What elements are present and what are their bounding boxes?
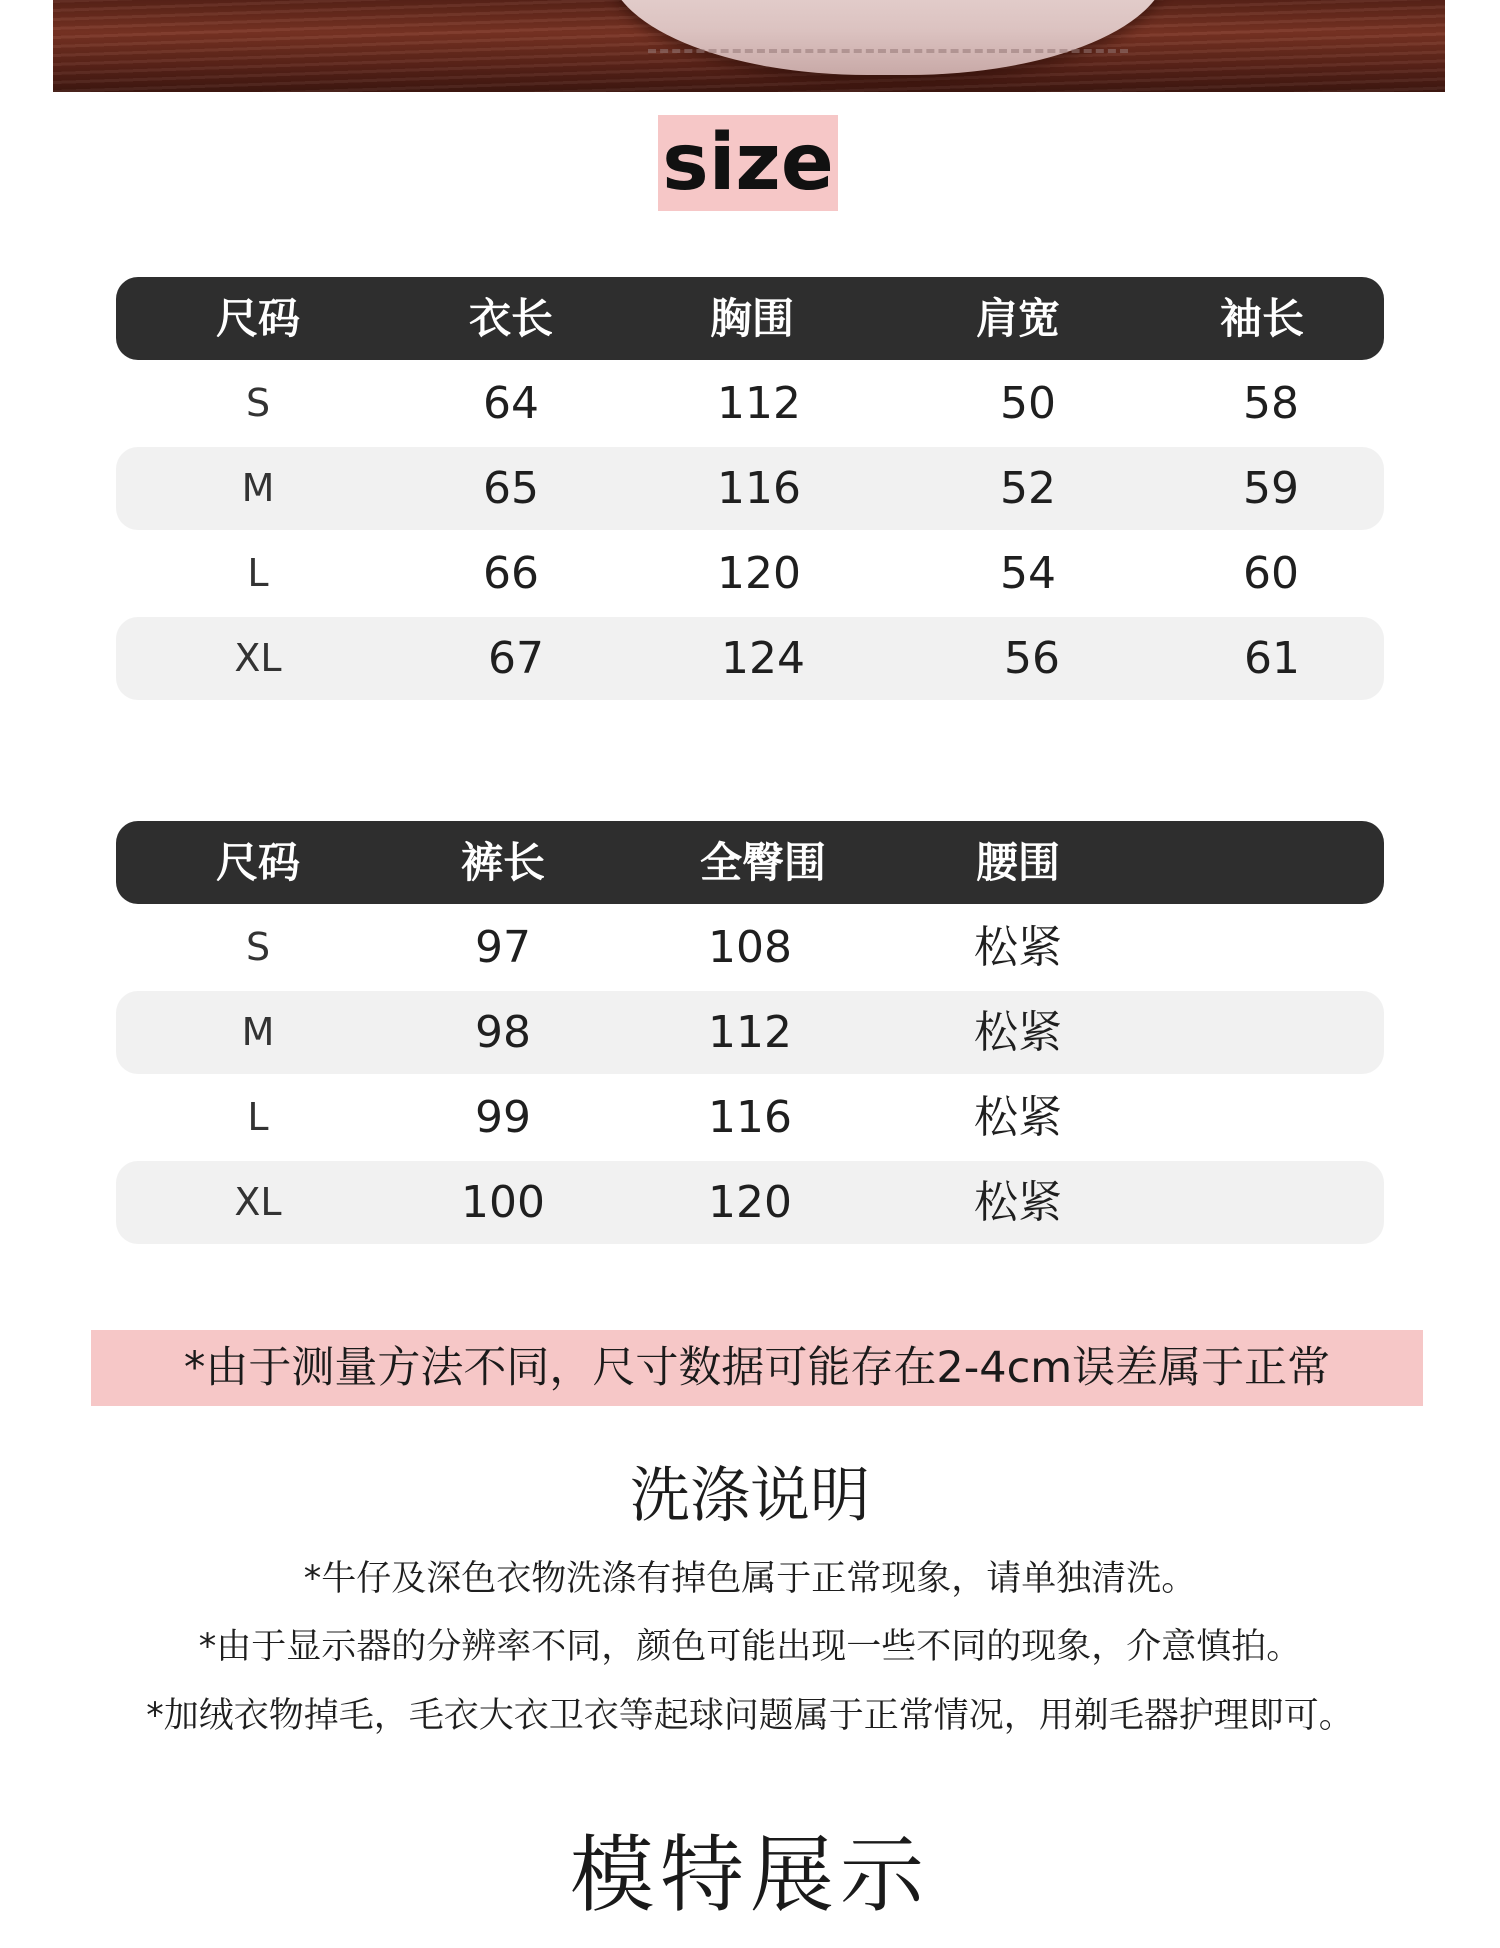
header-shoulder: 肩宽 [975,294,1060,343]
table-row [116,1076,1384,1159]
size-cell: M [241,1010,275,1054]
sleeve-cell: 59 [1243,463,1299,514]
header-chest: 胸围 [709,294,794,343]
sleeve-cell: 61 [1244,633,1300,684]
washing-line: *加绒衣物掉毛，毛衣大衣卫衣等起球问题属于正常情况，用剃毛器护理即可。 [146,1696,1354,1736]
table-row [116,991,1384,1074]
hip-cell: 120 [708,1177,792,1228]
length-cell: 64 [483,378,539,429]
waist-cell: 松紧 [974,1092,1062,1143]
shoulder-cell: 50 [1000,378,1056,429]
table-row [116,362,1384,445]
table-header [116,277,1384,360]
header-length: 衣长 [468,294,553,343]
table-row [116,1161,1384,1244]
chest-cell: 116 [717,463,801,514]
model-showcase-title: 模特展示 [569,1826,930,1924]
shoulder-cell: 52 [1000,463,1056,514]
waist-cell: 松紧 [974,1007,1062,1058]
header-size: 尺码 [215,838,300,887]
hip-cell: 116 [708,1092,792,1143]
length-cell: 65 [483,463,539,514]
washing-title: 洗涤说明 [630,1461,870,1531]
table-row [116,906,1384,989]
waist-cell: 松紧 [974,922,1062,973]
table-header [116,821,1384,904]
pants-length-cell: 97 [475,922,531,973]
bottom-size-table [116,821,1384,1244]
size-cell: XL [234,1180,282,1224]
shoulder-cell: 54 [1000,548,1056,599]
hip-cell: 112 [708,1007,792,1058]
header-hip: 全臀围 [699,838,826,887]
size-cell: S [245,381,271,425]
chest-cell: 120 [717,548,801,599]
product-photo-strip [53,0,1445,92]
top-size-table [116,277,1384,700]
pants-length-cell: 98 [475,1007,531,1058]
header-waist: 腰围 [975,838,1060,887]
header-size: 尺码 [215,294,300,343]
table-row [116,532,1384,615]
size-cell: L [247,551,269,595]
waist-cell: 松紧 [974,1177,1062,1228]
pants-length-cell: 99 [475,1092,531,1143]
size-title: size [658,115,838,211]
pants-length-cell: 100 [461,1177,545,1228]
table-row [116,447,1384,530]
length-cell: 67 [488,633,544,684]
washing-line: *由于显示器的分辨率不同，颜色可能出现一些不同的现象，介意慎拍。 [198,1627,1302,1667]
size-cell: L [247,1095,269,1139]
size-cell: S [245,925,271,969]
size-cell: M [241,466,275,510]
header-pants-length: 裤长 [460,838,545,887]
hip-cell: 108 [708,922,792,973]
sleeve-cell: 58 [1243,378,1299,429]
sleeve-cell: 60 [1243,548,1299,599]
chest-cell: 112 [717,378,801,429]
shoulder-cell: 56 [1004,633,1060,684]
measurement-note: *由于测量方法不同，尺寸数据可能存在2-4cm误差属于正常 [91,1330,1423,1406]
size-cell: XL [234,636,282,680]
header-sleeve: 袖长 [1219,294,1304,343]
length-cell: 66 [483,548,539,599]
table-row [116,617,1384,700]
washing-line: *牛仔及深色衣物洗涤有掉色属于正常现象，请单独清洗。 [303,1559,1197,1599]
chest-cell: 124 [721,633,805,684]
